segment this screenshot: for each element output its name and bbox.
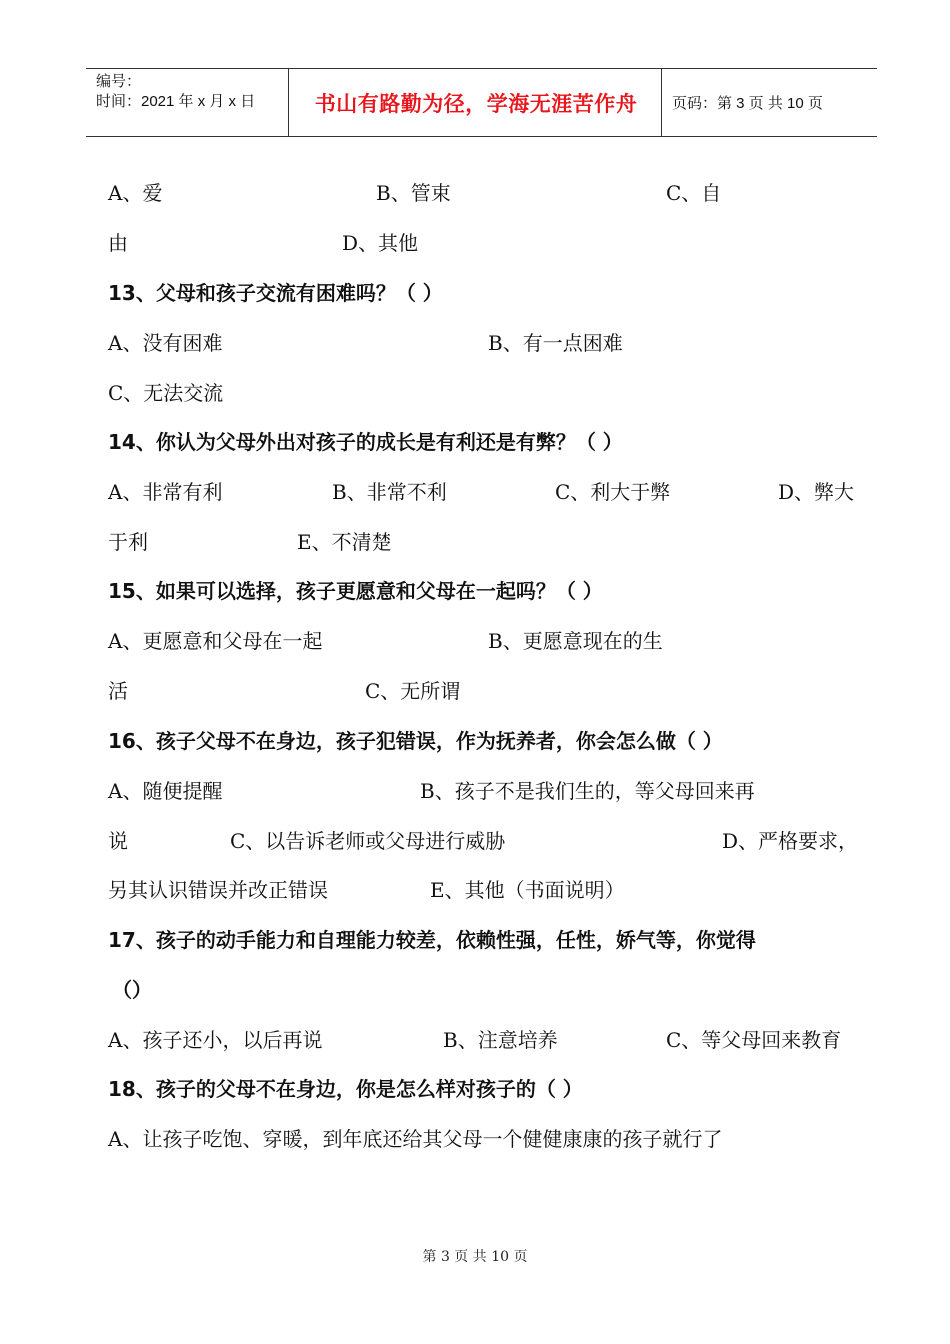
header-page-info: 页码：第 3 页 共 10 页 <box>672 95 823 112</box>
q14-option-e: E、不清楚 <box>297 530 392 554</box>
q13-option-a: A、没有困难 <box>108 331 223 355</box>
q12-option-d: D、其他 <box>342 231 419 255</box>
q14-option-a: A、非常有利 <box>108 480 223 504</box>
q18-question: 18、孩子的父母不在身边，你是怎么样对孩子的（ ） <box>108 1077 583 1101</box>
q13-option-b: B、有一点困难 <box>488 331 623 355</box>
q15-question: 15、如果可以选择，孩子更愿意和父母在一起吗？（ ） <box>108 579 603 603</box>
page-header <box>86 68 877 137</box>
q14-question: 14、你认为父母外出对孩子的成长是有利还是有弊？（ ） <box>108 430 623 454</box>
q17-question: 17、孩子的动手能力和自理能力较差，依赖性强，任性，娇气等，你觉得 <box>108 928 756 952</box>
q14-option-d-cont: 于利 <box>108 530 148 554</box>
q15-option-b-cont: 活 <box>108 679 128 703</box>
q15-option-c: C、无所谓 <box>365 679 461 703</box>
q17-option-b: B、注意培养 <box>443 1028 558 1052</box>
page-footer: 第 3 页 共 10 页 <box>422 1249 528 1265</box>
q14-option-c: C、利大于弊 <box>555 480 671 504</box>
header-divider <box>661 69 662 136</box>
q12-option-a: A、爱 <box>108 181 163 205</box>
q16-option-a: A、随便提醒 <box>108 779 223 803</box>
q17-option-c: C、等父母回来教育 <box>666 1028 842 1052</box>
q17-answer-blank: （） <box>112 978 152 1002</box>
q16-option-d: D、严格要求， <box>722 829 859 853</box>
header-time: 时间：2021 年 x 月 x 日 <box>96 93 256 110</box>
q16-option-b-cont: 说 <box>108 829 128 853</box>
q13-option-c: C、无法交流 <box>108 381 224 405</box>
q16-question: 16、孩子父母不在身边，孩子犯错误，作为抚养者，你会怎么做（ ） <box>108 729 723 753</box>
q16-option-e: E、其他（书面说明） <box>430 878 625 902</box>
q17-option-a: A、孩子还小，以后再说 <box>108 1028 323 1052</box>
q16-option-c: C、以告诉老师或父母进行威胁 <box>230 829 506 853</box>
q12-option-c: C、自 <box>666 181 722 205</box>
header-slogan: 书山有路勤为径，学海无涯苦作舟 <box>314 91 638 116</box>
q12-option-b: B、管束 <box>376 181 451 205</box>
header-meta <box>96 72 255 112</box>
q15-option-b: B、更愿意现在的生 <box>488 629 663 653</box>
q13-question: 13、父母和孩子交流有困难吗？（ ） <box>108 281 443 305</box>
header-divider <box>288 69 289 136</box>
q12-option-c-cont: 由 <box>108 231 128 255</box>
q16-option-d-cont: 另其认识错误并改正错误 <box>108 878 328 902</box>
q14-option-b: B、非常不利 <box>332 480 447 504</box>
header-number-label: 编号： <box>96 73 142 90</box>
q15-option-a: A、更愿意和父母在一起 <box>108 629 323 653</box>
q14-option-d: D、弊大 <box>778 480 855 504</box>
q18-option-a: A、让孩子吃饱、穿暖，到年底还给其父母一个健健康康的孩子就行了 <box>108 1127 723 1151</box>
q16-option-b: B、孩子不是我们生的，等父母回来再 <box>420 779 755 803</box>
